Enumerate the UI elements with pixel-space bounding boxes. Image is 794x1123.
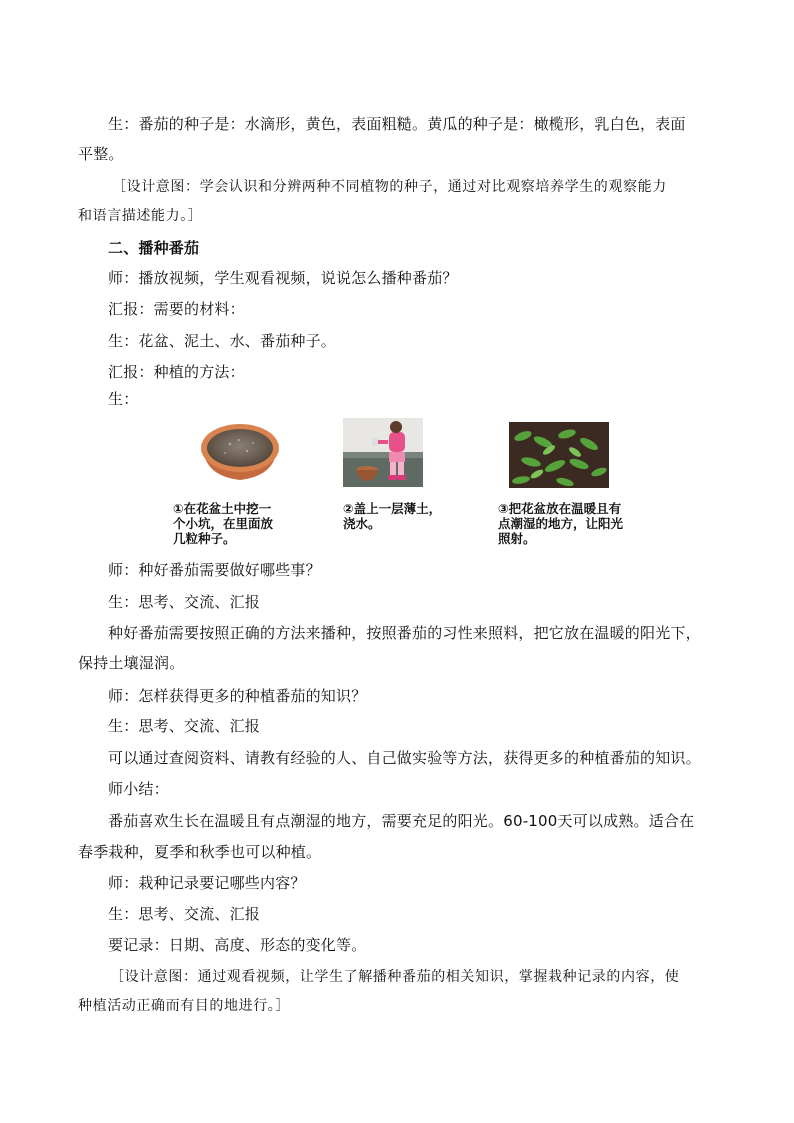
seedlings-image [509, 422, 609, 488]
step-2-caption: ②盖上一层薄土， 浇水。 [343, 501, 442, 531]
step-3-caption: ③把花盆放在温暖且有 点潮湿的地方，让阳光 照射。 [498, 501, 624, 546]
design-note-2-line1: ［设计意图：通过观看视频，让学生了解播种番茄的相关知识，掌握栽种记录的内容，使 [110, 969, 680, 985]
paragraph-student-response-2: 生：思考、交流、汇报 [108, 717, 261, 735]
paragraph-method-report: 汇报：种植的方法： [108, 363, 245, 381]
design-note-1-line1: ［设计意图：学会认识和分辨两种不同植物的种子，通过对比观察培养学生的观察能力 [112, 179, 667, 195]
paragraph-seed-description-line2: 平整。 [78, 145, 124, 163]
flowerpot-soil-image [197, 418, 283, 484]
child-watering-image [343, 418, 423, 487]
paragraph-student-response-3: 生：思考、交流、汇报 [108, 905, 261, 923]
paragraph-teacher-question-3: 师：栽种记录要记哪些内容？ [108, 874, 306, 892]
paragraph-teacher-video: 师：播放视频，学生观看视频，说说怎么播种番茄？ [108, 269, 458, 287]
paragraph-knowledge-methods: 可以通过查阅资料、请教有经验的人、自己做实验等方法，获得更多的种植番茄的知识。 [108, 749, 701, 767]
design-note-1-line2: 和语言描述能力。］ [78, 208, 203, 224]
paragraph-summary-line2: 春季栽种，夏季和秋季也可以种植。 [78, 843, 322, 861]
paragraph-care-line1: 种好番茄需要按照正确的方法来播种，按照番茄的习性来照料，把它放在温暖的阳光下， [108, 624, 701, 642]
paragraph-student-label: 生： [108, 390, 139, 408]
paragraph-teacher-question-2: 师：怎样获得更多的种植番茄的知识？ [108, 687, 367, 705]
step-1-caption: ①在花盆土中挖一 个小坑，在里面放 几粒种子。 [173, 501, 274, 546]
paragraph-teacher-question-1: 师：种好番茄需要做好哪些事？ [108, 561, 321, 579]
paragraph-student-response-1: 生：思考、交流、汇报 [108, 593, 261, 611]
paragraph-record-items: 要记录：日期、高度、形态的变化等。 [108, 936, 367, 954]
paragraph-materials-report: 汇报：需要的材料： [108, 300, 245, 318]
paragraph-materials-list: 生：花盆、泥土、水、番茄种子。 [108, 332, 337, 350]
paragraph-seed-description-line1: 生：番茄的种子是：水滴形，黄色，表面粗糙。黄瓜的种子是：橄榄形，乳白色，表面 [108, 115, 686, 133]
section-heading-sowing: 二、播种番茄 [108, 239, 200, 257]
design-note-2-line2: 种植活动正确而有目的地进行。］ [78, 998, 290, 1014]
paragraph-teacher-summary-label: 师小结： [108, 780, 169, 798]
paragraph-summary-line1: 番茄喜欢生长在温暖且有点潮湿的地方，需要充足的阳光。60-100天可以成熟。适合在 [108, 812, 695, 830]
paragraph-care-line2: 保持土壤湿润。 [78, 654, 185, 672]
